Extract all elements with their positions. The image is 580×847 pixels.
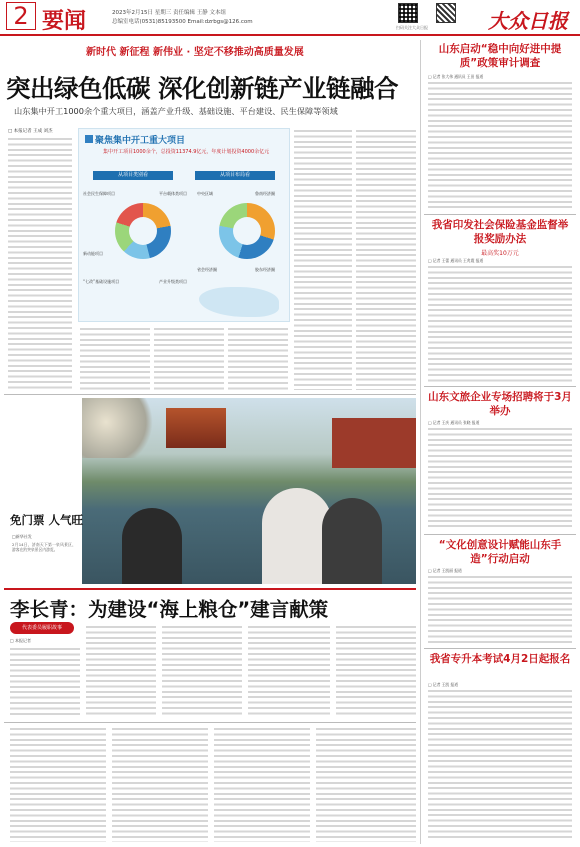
pavilion (166, 408, 226, 448)
visitor-3 (322, 498, 382, 584)
infographic-total: 集中开工项目1000余个，总投资11374.9亿元，年度计划投资4000余亿元 (103, 149, 270, 155)
lead-headline: 突出绿色低碳 深化创新链产业链融合 (6, 74, 399, 103)
region-label-2: 鲁南经济圈 (255, 191, 275, 196)
photo-caption: 2月14日，济南天下第一泉风景区，游客在趵突泉景区内游览。 (12, 542, 76, 553)
sidebar-byline-3: □ 记者 王庆 通讯员 张晓 报道 (428, 420, 480, 425)
qr-code-icon (436, 3, 456, 23)
qr-caption: 扫码关注大众日报 (396, 25, 428, 30)
sidebar-body-3 (428, 426, 572, 530)
sidebar-headline-3: 山东文旅企业专场招聘将于3月举办 (428, 391, 572, 417)
project-region-donut (219, 203, 275, 259)
sidebar-byline-2: □ 记者 王蕾 通讯员 王兆霞 报道 (428, 258, 484, 263)
sidebar-headline-1: 山东启动“稳中向好进中提质”政策审计调查 (438, 43, 562, 69)
lead-body-col-2 (228, 326, 288, 390)
article3-byline: □ 本报记者 (10, 638, 32, 643)
newspaper-logo: 大众日报 (488, 9, 568, 33)
sidebar-headline-2: 我省印发社会保险基金监督举报奖励办法 (431, 219, 569, 245)
lead-body-col-3 (294, 128, 352, 390)
category-label-4: 平台载体类项目 (159, 191, 187, 196)
lead-body-col-5 (80, 326, 150, 390)
infographic (78, 128, 290, 322)
lead-body-col-1 (8, 136, 72, 390)
sidebar-byline-1: □ 记者 张大伟 通讯员 王田 报道 (428, 74, 484, 79)
lead-body-col-4 (356, 128, 416, 390)
sidebar-byline-4: □ 记者 王凯丽 报道 (428, 568, 462, 573)
category-label-1: 社会民生保障项目 (83, 191, 115, 196)
article3-lower-col-1 (10, 726, 106, 842)
representative-tag (10, 622, 74, 634)
sidebar-body-2 (428, 264, 572, 382)
article3-lower-col-4 (316, 726, 416, 842)
sidebar-sub-2: 最高奖10万元 (481, 250, 519, 257)
article2-byline: □新华社发 (12, 534, 32, 539)
region-label-4: 胶东经济圈 (255, 267, 275, 272)
building-right (332, 418, 416, 468)
project-category-donut (115, 203, 171, 259)
article3-col-2 (86, 624, 156, 718)
sidebar-body-4 (428, 574, 572, 644)
sidebar-body-1 (428, 80, 572, 210)
article3-col-5 (336, 624, 416, 718)
masthead-meta-2: 总编室电话(0531)85193500 Email:dzrbgs@126.com (112, 19, 253, 25)
visitor-1 (122, 508, 182, 584)
lead-subhead: 山东集中开工1000余个重大项目，涵盖产业升级、基础设施、平台建设、民生保障等领域 (14, 106, 338, 116)
sidebar-headline-4: “文化创意设计赋能山东手造”行动启动 (438, 539, 562, 565)
park-photo (82, 398, 416, 584)
section-name: 要闻 (42, 8, 87, 34)
lead-byline: □ 本报记者 王成 刘杰 (8, 129, 53, 134)
infographic-title: 聚焦集中开工重大项目 (95, 136, 186, 146)
building-icon (85, 135, 93, 143)
lead-body-col-6 (154, 326, 224, 390)
infographic-left-title: 从项目类别看 (93, 171, 173, 180)
slogan-text: 新时代 新征程 新伟业 · 坚定不移推动高质量发展 (86, 47, 304, 58)
qr-code-icon (398, 3, 418, 23)
masthead-meta-1: 2023年2月15日 星期三 责任编辑 王静 文本组 (112, 10, 226, 16)
sidebar-byline-5: □ 记者 王凯 报道 (428, 682, 458, 687)
infographic-right-title: 从项目布局看 (195, 171, 275, 180)
map-illustration (199, 287, 279, 317)
slogan-banner (4, 40, 414, 62)
article3-headline: 李长青：为建设“海上粮仓”建言献策 (10, 598, 329, 621)
article3-col-1 (10, 646, 80, 718)
category-label-2: 新动能项目 (83, 251, 103, 256)
sidebar (424, 40, 576, 844)
article3-col-4 (248, 624, 330, 718)
category-label-3: “七改”基础设施项目 (83, 279, 120, 284)
masthead (0, 0, 580, 36)
region-label-1: 中央区域 (197, 191, 213, 196)
sidebar-body-5 (428, 688, 572, 840)
tree-blossom (82, 398, 162, 458)
article2-headline: 免门票 人气旺 (10, 513, 84, 527)
article3-lower-col-3 (214, 726, 310, 842)
article3-col-3 (162, 624, 242, 718)
sidebar-headline-5: 我省专升本考试4月2日起报名 (429, 653, 571, 665)
category-label-5: 产业升级类项目 (159, 279, 187, 284)
region-label-3: 省会经济圈 (197, 267, 217, 272)
article3-lower-col-2 (112, 726, 208, 842)
representative-tag-text: 代表委员履职故事 (21, 625, 62, 631)
page-number: 2 (6, 2, 36, 30)
